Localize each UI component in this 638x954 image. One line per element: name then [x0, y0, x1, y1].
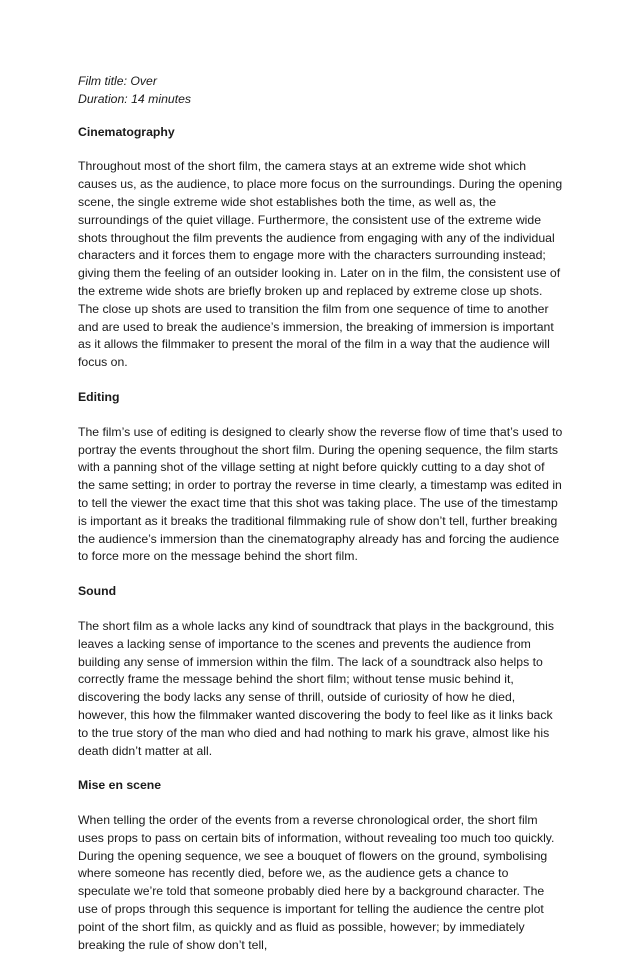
section-body-cinematography: Throughout most of the short film, the camera stays at an extreme wide shot which causes us, as the audience, to place more focus on the surroundings. During the opening scene, the single extreme wide shot establishes both the time, as well as, the surroundings of the quiet village. Furthermore, the consistent use of the extreme wide shots throughout the film prevents the audience from engaging with any of the individual characters and it forces them to engage more with the characters surrounding instead; giving them the feeling of an outsider looking in. Later on in the film, the consistent use of the extreme wide shots are briefly broken up and replaced by extreme close up shots. The close up shots are used to transition the film from one sequence of time to another and are used to break the audience’s immersion, the breaking of immersion is important as it allows the filmmaker to present the moral of the film in a way that the audience will focus on.: [78, 159, 563, 370]
document-page: [78, 73, 564, 954]
section-heading-cinematography: Cinematography: [78, 124, 175, 139]
section-heading-mise-en-scene: Mise en scene: [78, 778, 162, 793]
section-body-sound: The short film as a whole lacks any kind of soundtrack that plays in the background, this leaves a lacking sense of importance to the scenes and prevents the audience from building any sense of immersion within the film. The lack of a soundtrack also helps to correctly frame the message behind the short film; without tense music behind it, discovering the body lacks any sense of thrill, outside of curiosity of how he died, however, this how the filmmaker wanted discovering the body to feel like as it links back to the true story of the man who died and had nothing to mark his grave, almost like his death didn’t matter at all.: [78, 618, 554, 758]
section-body-mise-en-scene: When telling the order of the events from a reverse chronological order, the short film uses props to pass on certain bits of information, without revealing too much too quickly. During the opening sequence, we see a bouquet of flowers on the ground, symbolising where someone has recently died, before we, as the audience gets a chance to speculate we’re told that someone probably died here by a background character. The use of props through this sequence is important for telling the audience the centre plot point of the short film, as quickly and as fluid as possible, however; by immediately breaking the rule of show don’t tell,: [78, 813, 555, 952]
section-heading-sound: Sound: [78, 584, 117, 599]
film-duration-line: Duration: 14 minutes: [78, 91, 192, 106]
film-title-line: Film title: Over: [78, 74, 157, 88]
section-body-editing: The film’s use of editing is designed to clearly show the reverse flow of time that’s used to portray the events throughout the short film. During the opening sequence, the film starts with a panning shot of the village setting at night before quickly cutting to a day shot of the same setting; in order to portray the reverse in time clearly, a timestamp was edited in to tell the viewer the exact time that this shot was taking place. The use of the timestamp is important as it breaks the traditional filmmaking rule of show don’t tell, further breaking the audience’s immersion than the cinematography already has and forcing the audience to force more on the message behind the short film.: [78, 424, 563, 564]
section-heading-editing: Editing: [78, 389, 120, 404]
